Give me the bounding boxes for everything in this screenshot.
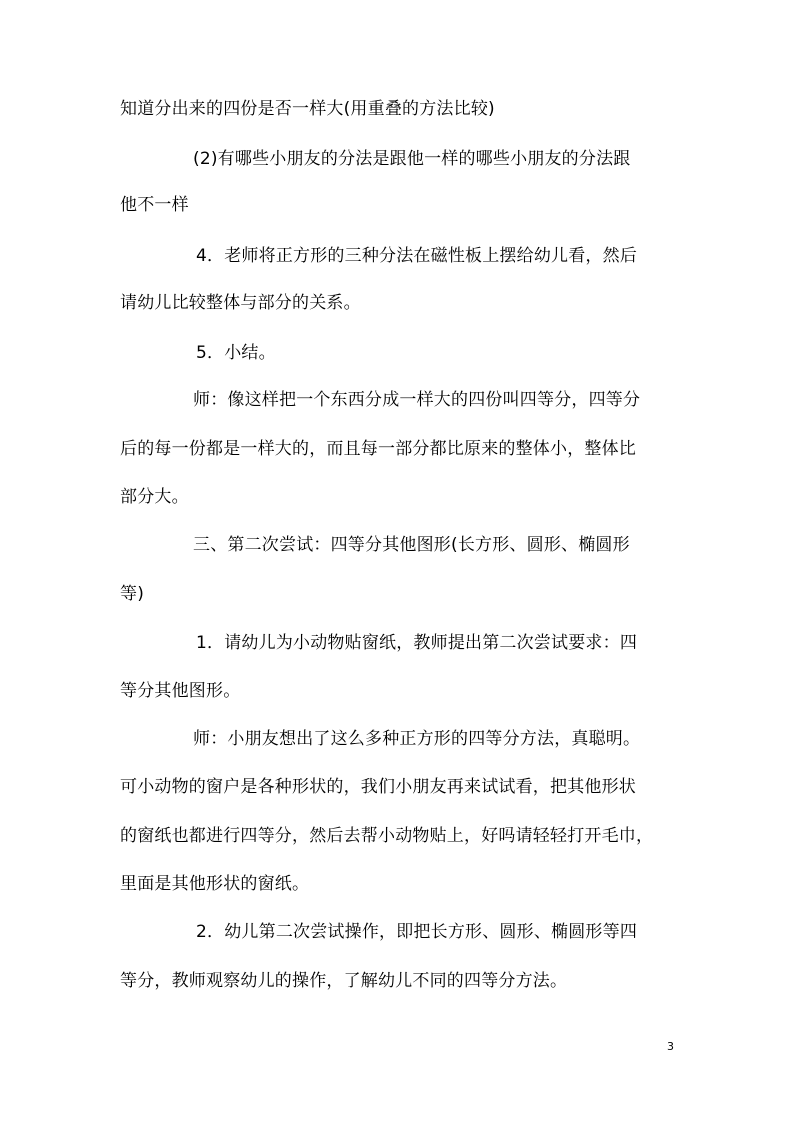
paragraph-line: 1．请幼儿为小动物贴窗纸，教师提出第二次尝试要求：四 <box>196 633 638 653</box>
paragraph-line: 等分其他图形。 <box>120 681 241 701</box>
paragraph-line: 2．幼儿第二次尝试操作，即把长方形、圆形、椭圆形等四 <box>196 922 638 942</box>
paragraph-line: 后的每一份都是一样大的，而且每一部分都比原来的整体小，整体比 <box>120 439 636 459</box>
paragraph-line: 的窗纸也都进行四等分，然后去帮小动物贴上，好吗请轻轻打开毛巾， <box>120 826 654 846</box>
paragraph-line: 他不一样 <box>120 195 189 215</box>
paragraph-line: 师：像这样把一个东西分成一样大的四份叫四等分，四等分 <box>193 390 641 410</box>
paragraph-line: 部分大。 <box>120 487 189 507</box>
page-number: 3 <box>667 1040 674 1053</box>
paragraph-line: 等) <box>120 584 145 604</box>
paragraph-line: 可小动物的窗户是各种形状的，我们小朋友再来试试看，把其他形状 <box>120 777 636 797</box>
paragraph-line: 师：小朋友想出了这么多种正方形的四等分方法，真聪明。 <box>193 729 641 749</box>
paragraph-line: 等分，教师观察幼儿的操作，了解幼儿不同的四等分方法。 <box>120 971 568 991</box>
paragraph-line: (2)有哪些小朋友的分法是跟他一样的哪些小朋友的分法跟 <box>193 149 631 169</box>
paragraph-line: 5．小结。 <box>196 343 276 363</box>
paragraph-line: 里面是其他形状的窗纸。 <box>120 874 310 894</box>
paragraph-line: 三、第二次尝试：四等分其他图形(长方形、圆形、椭圆形 <box>193 535 630 555</box>
paragraph-line: 4．老师将正方形的三种分法在磁性板上摆给幼儿看，然后 <box>196 246 638 266</box>
paragraph-line: 请幼儿比较整体与部分的关系。 <box>120 293 361 313</box>
paragraph-line: 知道分出来的四份是否一样大(用重叠的方法比较) <box>120 99 495 119</box>
